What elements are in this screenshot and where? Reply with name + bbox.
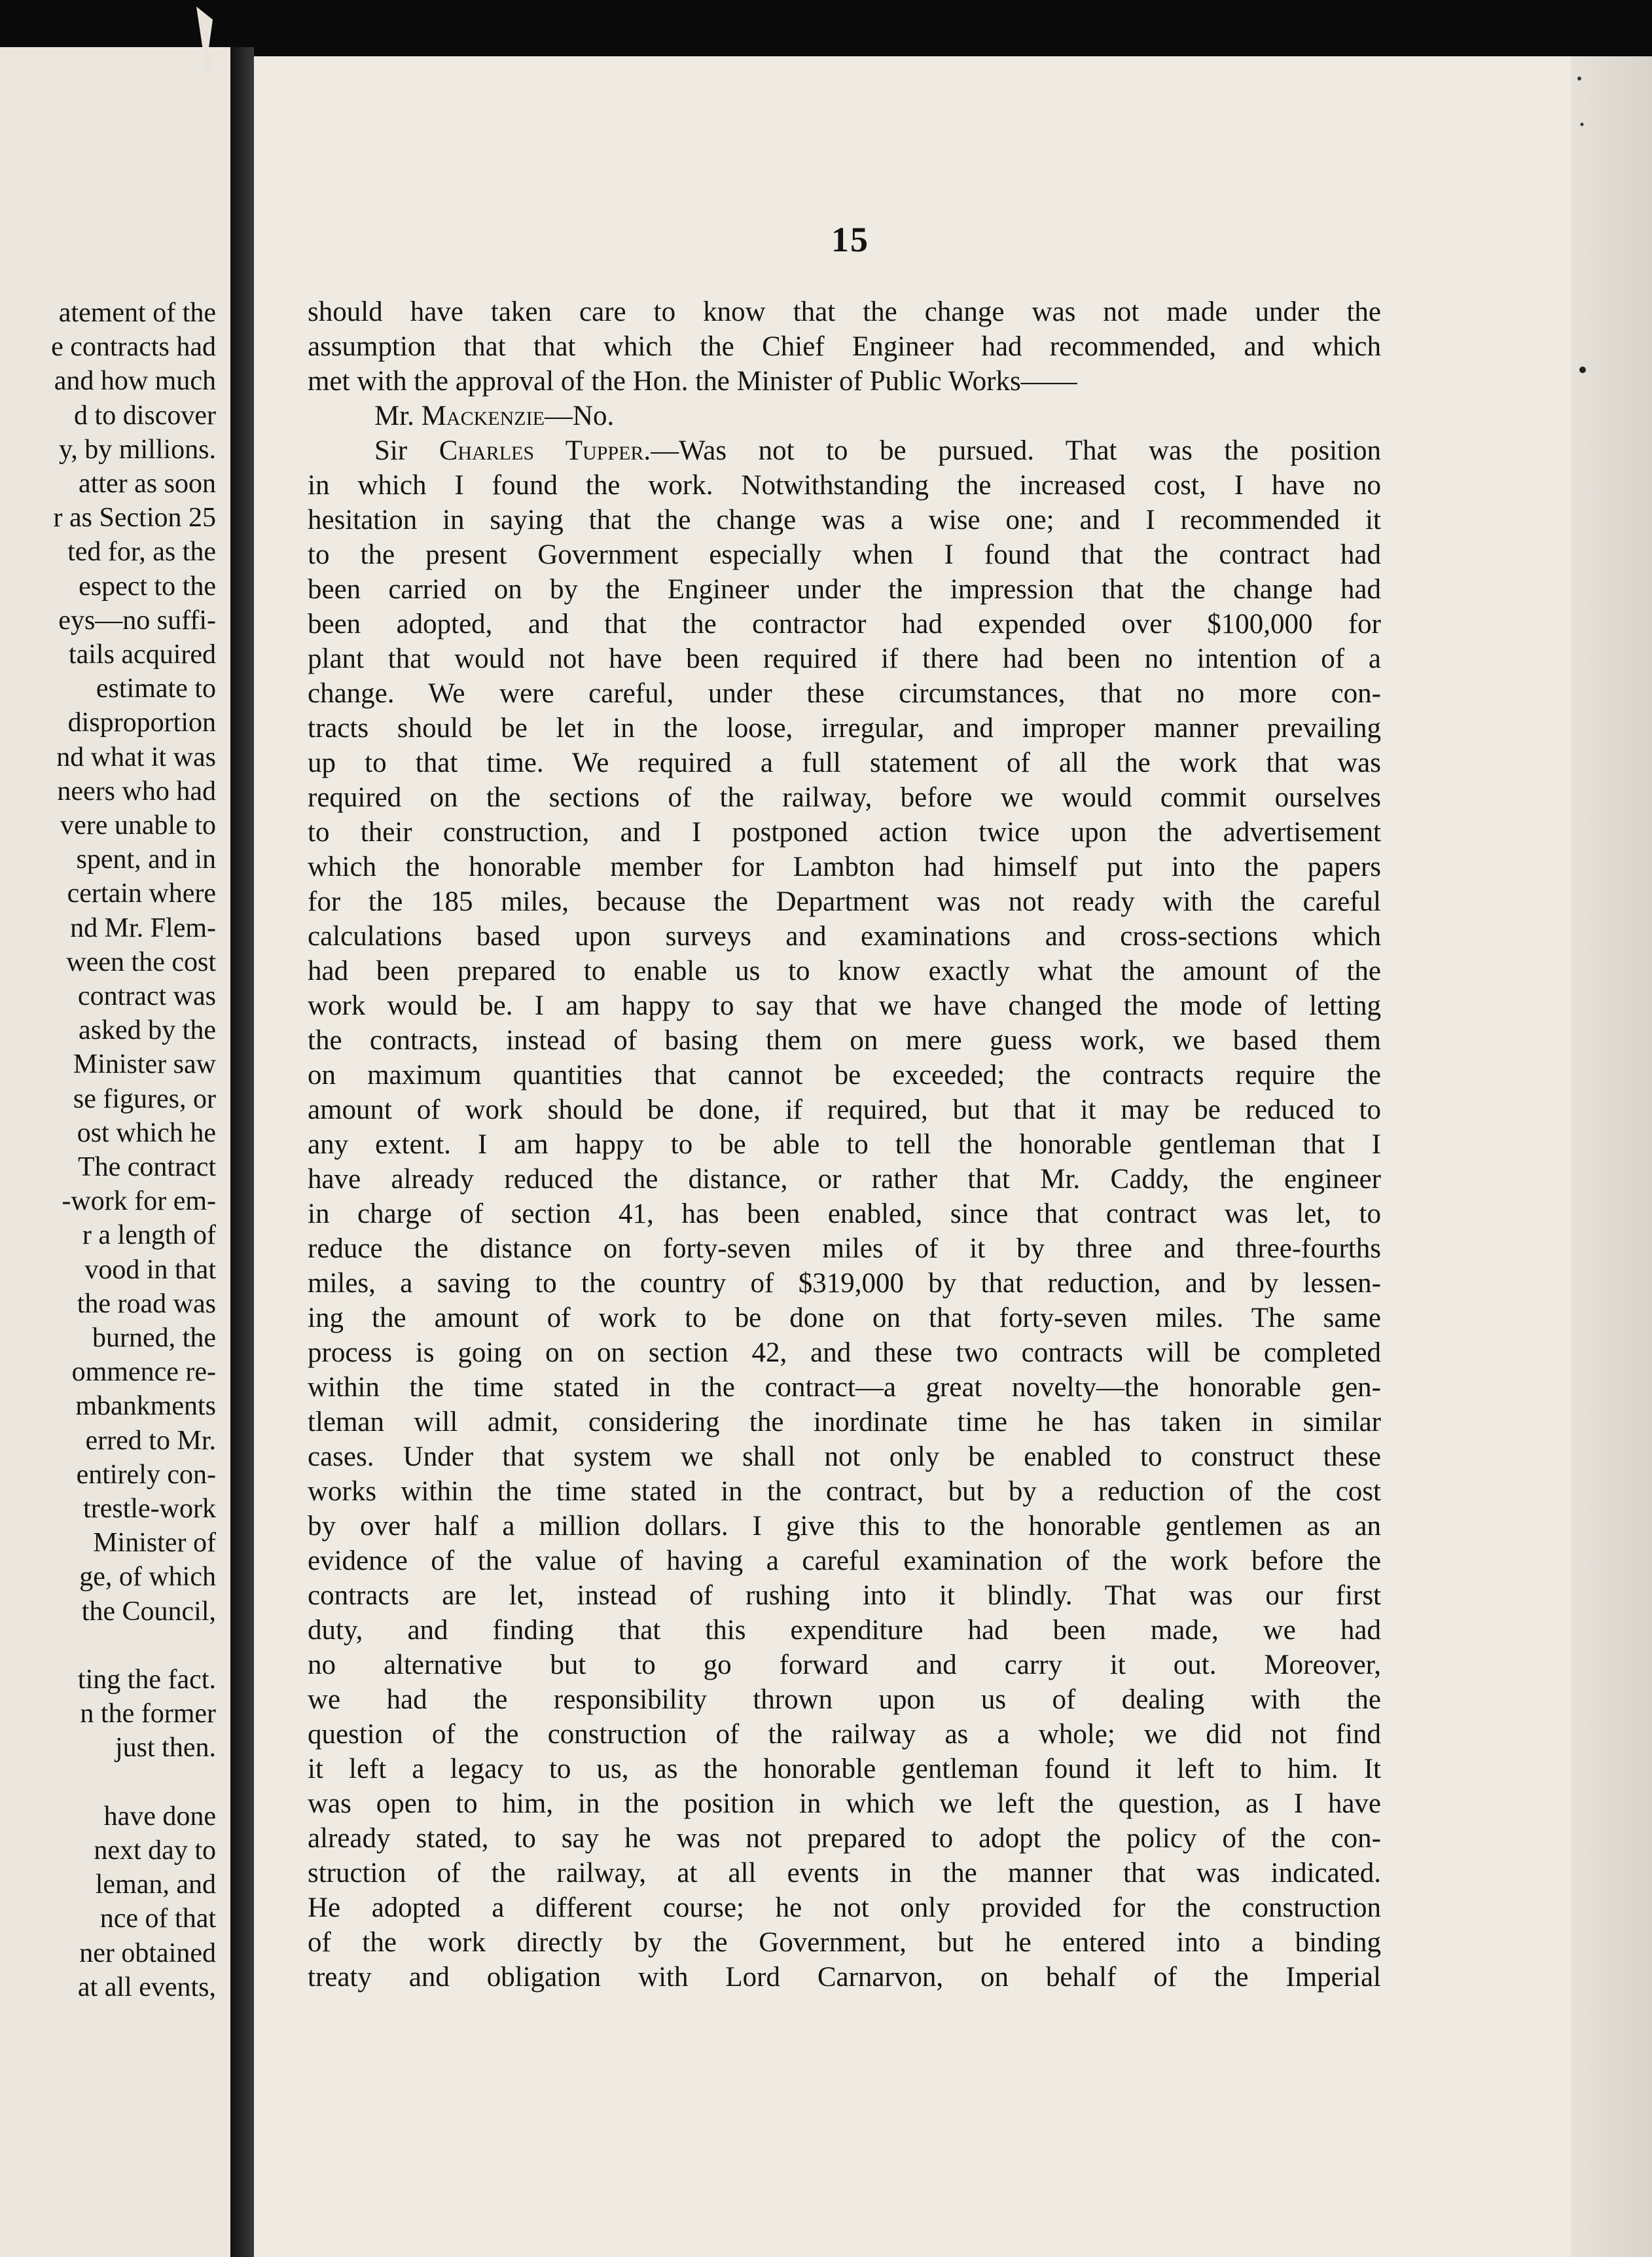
speech-text: .—Was not to be pursued. That was the position [643,435,1381,466]
page-edge [1571,56,1652,2257]
body-line: tleman will admit, considering the inordinate time he has taken in similar [308,1407,1381,1437]
left-page-line: vere unable to [60,810,216,840]
body-line: work would be. I am happy to say that we have changed the mode of letting [308,990,1381,1021]
left-page-line: asked by the [79,1015,216,1046]
left-page-line: erred to Mr. [85,1425,216,1456]
speech-text: —No. [544,401,615,431]
body-line: struction of the railway, at all events in the manner that was indicated. [308,1858,1381,1888]
left-page-line: neers who had [57,776,216,806]
body-line: required on the sections of the railway, before we would commit ourselves [308,782,1381,813]
body-line: He adopted a different course; he not only provided for the construction [308,1892,1381,1923]
body-line: change. We were careful, under these circumstances, that no more con- [308,678,1381,709]
body-line: miles, a saving to the country of $319,000 by that reduction, and by lessen- [308,1268,1381,1299]
left-page-line: e contracts had [51,332,216,363]
body-line: works within the time stated in the contract, but by a reduction of the cost [308,1476,1381,1507]
body-line: reduce the distance on forty-seven miles of it by three and three-fourths [308,1233,1381,1264]
body-line: any extent. I am happy to be able to tell the honorable gentleman that I [308,1129,1381,1160]
left-page-line: -work for em- [62,1186,216,1217]
body-line: in which I found the work. Notwithstanding the increased cost, I have no [308,470,1381,501]
left-page-line: vood in that [84,1254,216,1285]
body-line: for the 185 miles, because the Department was not ready with the careful [308,886,1381,917]
speaker-name: Mackenzie [421,401,545,431]
left-page-line: burned, the [92,1323,216,1353]
body-line: treaty and obligation with Lord Carnarvon, on behalf of the Imperial [308,1962,1381,1993]
left-page-line: ommence re- [71,1357,216,1388]
body-line: the contracts, instead of basing them on mere guess work, we based them [308,1025,1381,1056]
body-line: which the honorable member for Lambton had himself put into the papers [308,852,1381,882]
left-page-line: r as Section 25 [53,503,216,533]
body-line: ing the amount of work to be done on that forty-seven miles. The same [308,1303,1381,1333]
body-line: to their construction, and I postponed action twice upon the advertisement [308,817,1381,848]
left-page-line: trestle-work [83,1494,216,1524]
body-line: evidence of the value of having a careful examination of the work before the [308,1545,1381,1576]
body-line: assumption that that which the Chief Engineer had recommended, and which [308,331,1381,362]
left-page-line: ted for, as the [67,537,216,568]
body-line: within the time stated in the contract—a great novelty—the honorable gen- [308,1372,1381,1403]
body-line: contracts are let, instead of rushing into it blindly. That was our first [308,1580,1381,1611]
left-page-line: mbankments [75,1391,216,1422]
body-text [308,295,1381,1995]
speaker-name: Charles Tupper [439,435,644,466]
body-line [308,433,1381,468]
left-page-fragment [0,47,230,2257]
left-page-line: ge, of which [79,1562,216,1593]
left-page-line: just then. [115,1733,216,1763]
left-page-line: Minister saw [73,1049,216,1080]
left-page-line: nd Mr. Flem- [70,912,216,943]
speaker-title: Mr. [374,401,414,431]
left-page-line: d to discover [74,400,216,431]
body-line: up to that time. We required a full statement of all the work that was [308,748,1381,778]
body-line: by over half a million dollars. I give this to the honorable gentlemen as an [308,1511,1381,1542]
body-line: should have taken care to know that the change was not made under the [308,297,1381,327]
left-page-line: certain where [67,878,216,909]
left-page-line: at all events, [77,1972,216,2002]
left-page-line: ting the fact. [77,1665,216,1695]
left-page-line: tails acquired [68,640,216,670]
body-line: plant that would not have been required if there had been no intention of a [308,643,1381,674]
left-page-line: ween the cost [66,947,216,977]
body-line [308,399,1381,433]
left-page-line: atter as soon [79,469,216,499]
page-number: 15 [831,220,869,259]
left-page-line: have done [103,1801,216,1832]
left-page-line: the road was [77,1288,216,1319]
body-line: duty, and finding that this expenditure had been made, we had [308,1615,1381,1646]
body-line: was open to him, in the position in which we left the question, as I have [308,1788,1381,1819]
left-page-line: entirely con- [76,1459,216,1490]
left-page-line: Minister of [93,1528,216,1559]
left-page-line: r a length of [82,1220,216,1251]
body-line: no alternative but to go forward and carry it out. Moreover, [308,1650,1381,1680]
left-page-line: disproportion [67,708,216,738]
body-line: process is going on on section 42, and these two contracts will be completed [308,1337,1381,1368]
left-page-line: next day to [94,1835,216,1866]
body-line: met with the approval of the Hon. the Minister of Public Works—— [308,366,1077,397]
body-line: already stated, to say he was not prepared to adopt the policy of the con- [308,1823,1381,1854]
body-line: of the work directly by the Government, but he entered into a binding [308,1927,1381,1958]
body-line: been carried on by the Engineer under the impression that the change had [308,574,1381,605]
body-line: tracts should be let in the loose, irregular, and improper manner prevailing [308,713,1381,744]
left-page-line: atement of the [58,298,216,328]
left-page-line: ner obtained [79,1938,216,1968]
left-page-line: contract was [77,981,216,1011]
body-line: hesitation in saying that the change was a wise one; and I recommended it [308,505,1381,535]
left-page-line: leman, and [95,1869,216,1900]
body-line: on maximum quantities that cannot be exceeded; the contracts require the [308,1060,1381,1091]
speaker-title: Sir [374,435,408,466]
left-page-line: spent, and in [76,844,216,875]
body-line: have already reduced the distance, or rather that Mr. Caddy, the engineer [308,1164,1381,1195]
left-page-line: nce of that [99,1904,216,1934]
left-page-line: and how much [54,366,216,397]
body-line: to the present Government especially when I found that the contract had [308,539,1381,570]
body-line: in charge of section 41, has been enabled, since that contract was let, to [308,1199,1381,1229]
body-line: calculations based upon surveys and examinations and cross-sections which [308,921,1381,952]
left-page-line: n the former [80,1699,216,1729]
left-page-line: y, by millions. [59,434,216,465]
body-line: amount of work should be done, if required, but that it may be reduced to [308,1094,1381,1125]
body-line: it left a legacy to us, as the honorable gentleman found it left to him. It [308,1754,1381,1784]
body-line: had been prepared to enable us to know exactly what the amount of the [308,956,1381,986]
left-page-line: the Council, [81,1596,216,1627]
left-page-line: estimate to [96,674,216,704]
left-page-line: ost which he [77,1117,216,1148]
body-line: question of the construction of the railway as a whole; we did not find [308,1719,1381,1750]
left-page-line: se figures, or [73,1083,216,1114]
left-page-line: nd what it was [56,742,216,772]
left-page-line: The contract [77,1152,216,1182]
body-line: cases. Under that system we shall not only be enabled to construct these [308,1441,1381,1472]
left-page-line: eys—no suffi- [58,605,216,636]
body-line: been adopted, and that the contractor had expended over $100,000 for [308,609,1381,640]
book-gutter [230,47,254,2257]
body-line: we had the responsibility thrown upon us of dealing with the [308,1684,1381,1715]
left-page-line: espect to the [79,571,216,602]
